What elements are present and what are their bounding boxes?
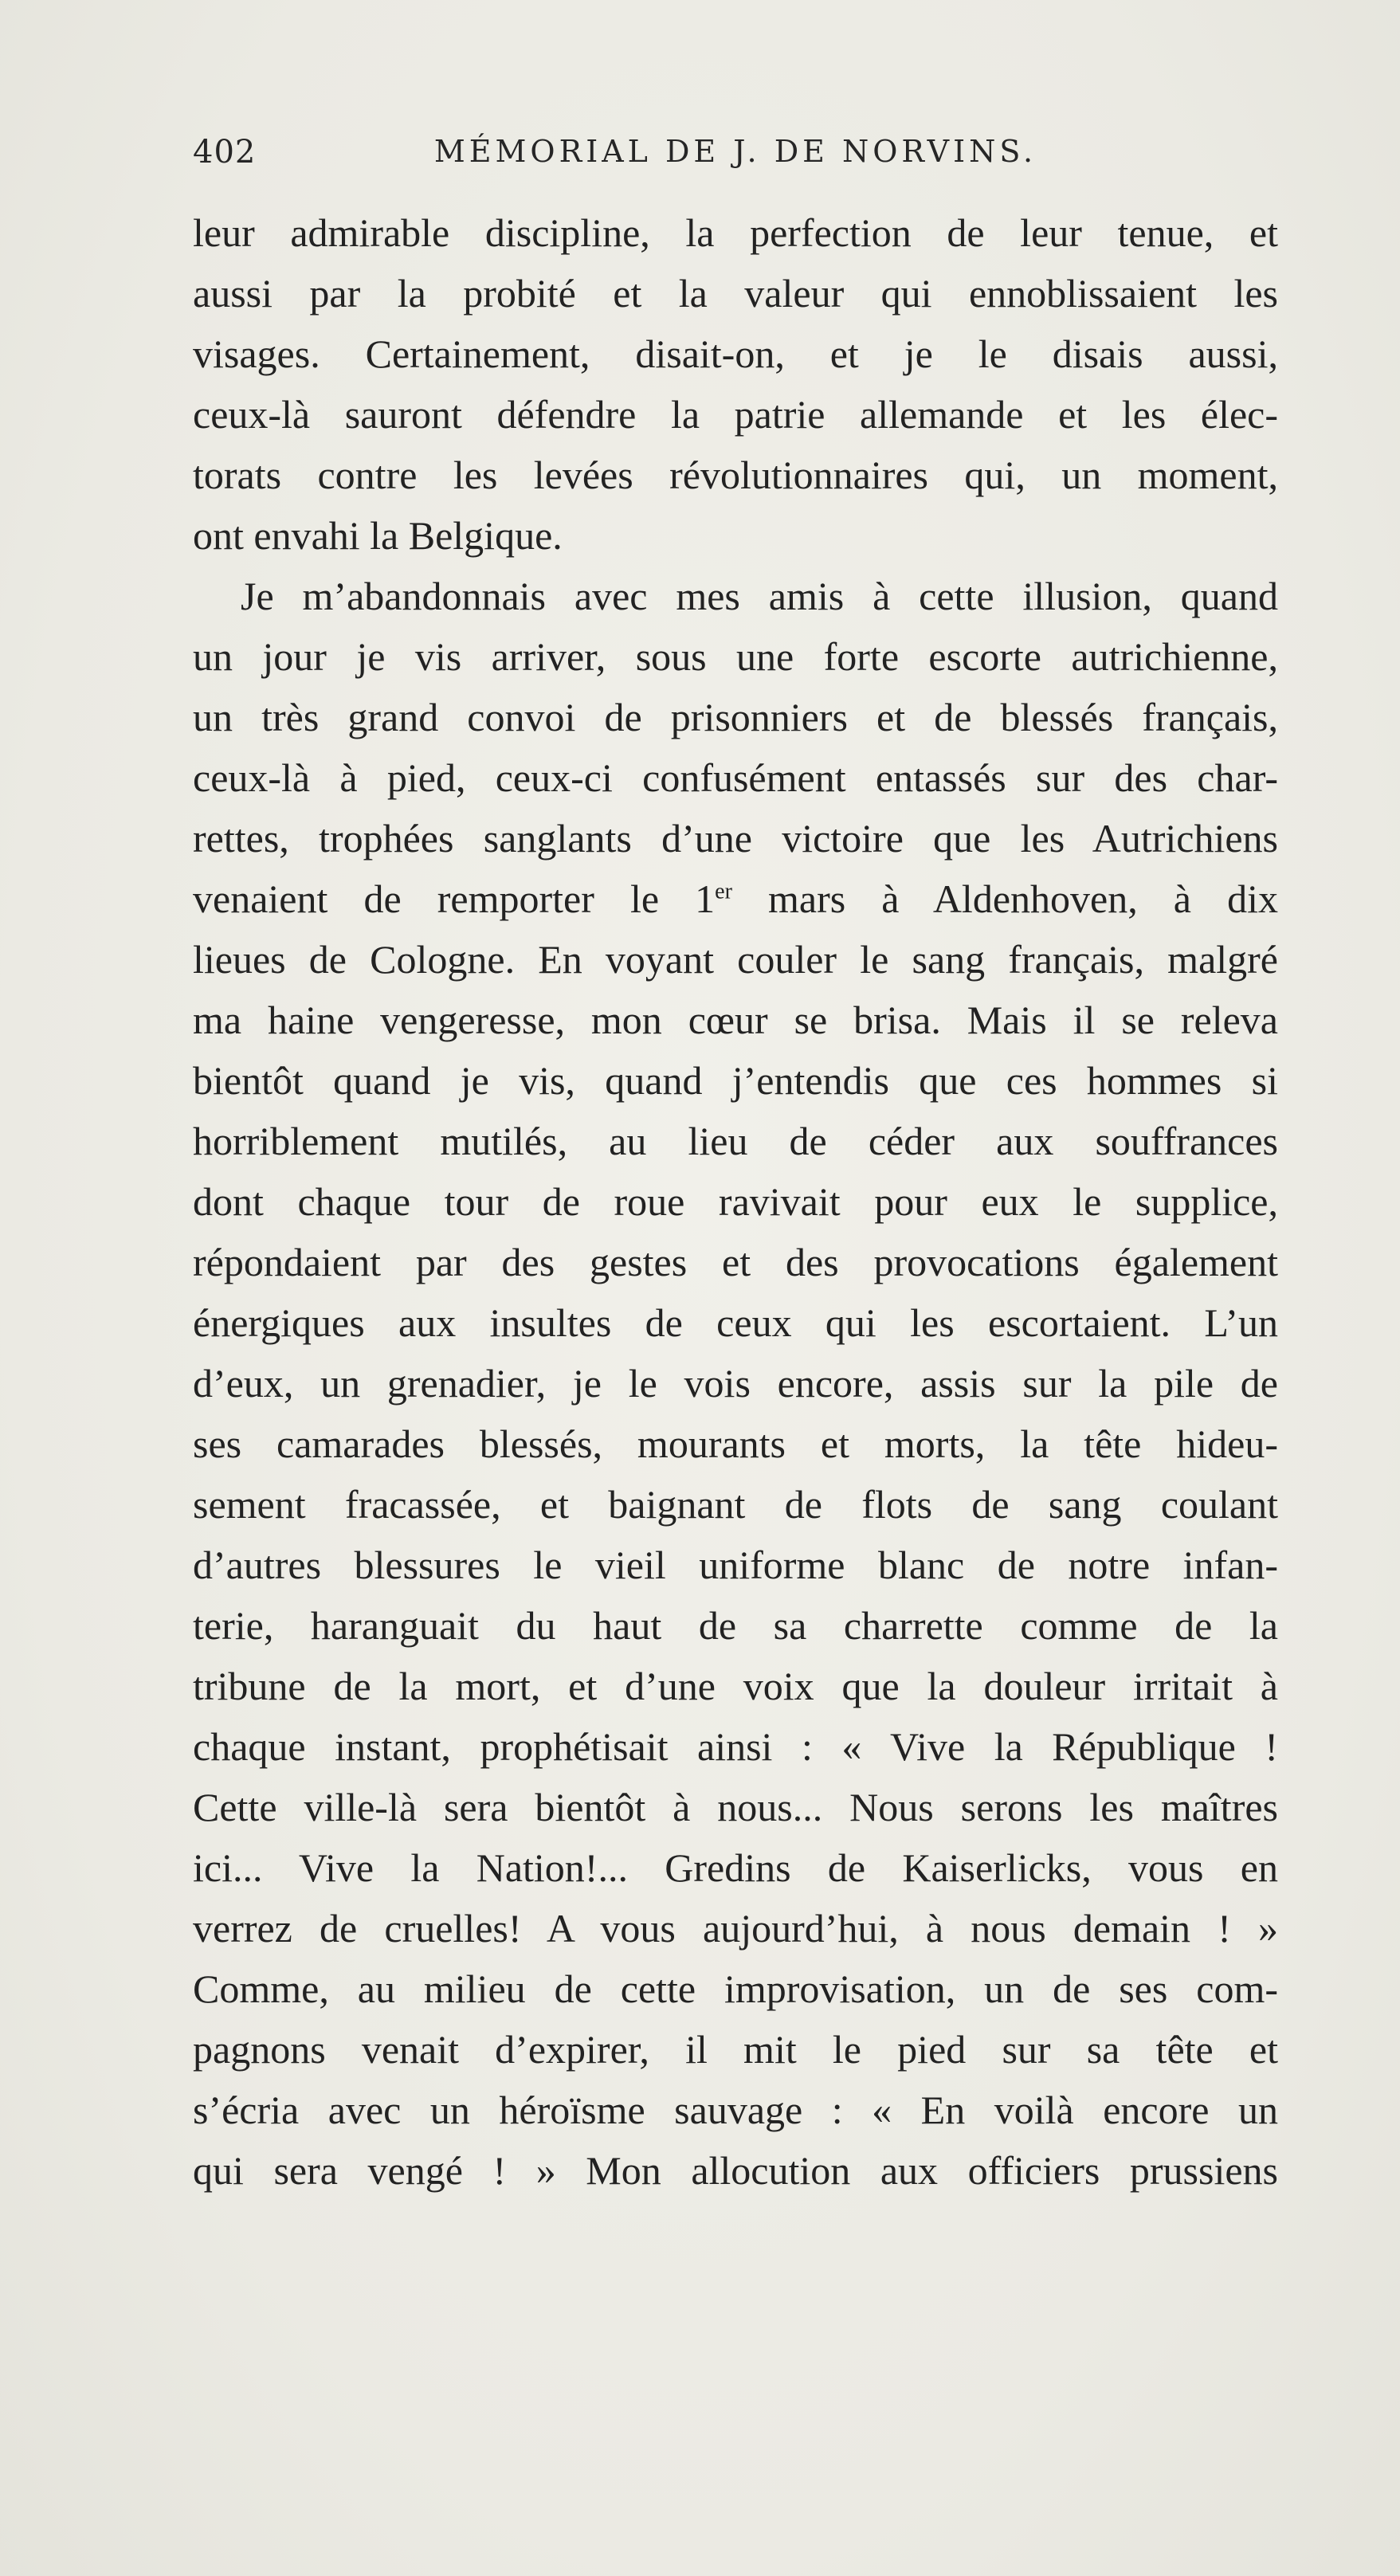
text-line: aussi par la probité et la valeur qui ennoblissaient les (193, 271, 1278, 316)
text-line: terie, haranguait du haut de sa charrette comme de la (193, 1603, 1278, 1648)
text-line: lieues de Cologne. En voyant couler le sang français, malgré (193, 937, 1278, 982)
text-line: d’eux, un grenadier, je le vois encore, assis sur la pile de (193, 1361, 1278, 1406)
page-header (193, 134, 1278, 182)
text-line: tribune de la mort, et d’une voix que la douleur irritait à (193, 1664, 1278, 1708)
text-line: ici... Vive la Nation!... Gredins de Kaiserlicks, vous en (193, 1845, 1278, 1890)
text-fragment: venaient de remporter le 1 (193, 876, 716, 921)
text-line: d’autres blessures le vieil uniforme blanc de notre infan- (193, 1543, 1278, 1587)
superscript: er (715, 879, 732, 904)
text-fragment: mars à Aldenhoven, à dix (731, 876, 1278, 921)
text-line: ceux-là à pied, ceux-ci confusément entassés sur des char- (193, 755, 1278, 800)
page-number: 402 (193, 134, 257, 171)
text-line: ceux-là sauront défendre la patrie allemande et les élec- (193, 392, 1278, 437)
text-line: chaque instant, prophétisait ainsi : « Vive la République ! (193, 1724, 1278, 1769)
text-line: ma haine vengeresse, mon cœur se brisa. Mais il se releva (193, 998, 1278, 1042)
text-line: torats contre les levées révolutionnaires qui, un moment, (193, 453, 1278, 497)
text-line: énergiques aux insultes de ceux qui les escortaient. L’un (193, 1300, 1278, 1345)
text-line: Je m’abandonnais avec mes amis à cette illusion, quand (241, 574, 1278, 618)
text-line: qui sera vengé ! » Mon allocution aux officiers prussiens (193, 2148, 1278, 2193)
text-line: leur admirable discipline, la perfection de leur tenue, et (193, 210, 1278, 255)
text-line: rettes, trophées sanglants d’une victoire que les Autrichiens (193, 816, 1278, 861)
text-line: sement fracassée, et baignant de flots de sang coulant (193, 1482, 1278, 1527)
text-line: Comme, au milieu de cette improvisation, un de ses com- (193, 1966, 1278, 2011)
text-line: pagnons venait d’expirer, il mit le pied sur sa tête et (193, 2027, 1278, 2072)
text-line: bientôt quand je vis, quand j’entendis que ces hommes si (193, 1058, 1278, 1103)
text-line: Cette ville-là sera bientôt à nous... Nous serons les maîtres (193, 1785, 1278, 1829)
text-line: visages. Certainement, disait-on, et je le disais aussi, (193, 331, 1278, 376)
running-head: MÉMORIAL DE J. DE NORVINS. (433, 134, 1037, 169)
text-line: un jour je vis arriver, sous une forte escorte autrichienne, (193, 634, 1278, 679)
text-line: ses camarades blessés, mourants et morts, la tête hideu- (193, 1421, 1278, 1466)
text-line: verrez de cruelles! A vous aujourd’hui, à nous demain ! » (193, 1906, 1278, 1951)
text-line: répondaient par des gestes et des provocations également (193, 1240, 1278, 1284)
text-line: ont envahi la Belgique. (193, 513, 563, 558)
body-text (193, 202, 1278, 2201)
text-line: s’écria avec un héroïsme sauvage : « En voilà encore un (193, 2088, 1278, 2132)
text-line: un très grand convoi de prisonniers et de blessés français, (193, 695, 1278, 739)
text-line (193, 868, 1278, 929)
text-line: dont chaque tour de roue ravivait pour eux le supplice, (193, 1179, 1278, 1224)
text-line: horriblement mutilés, au lieu de céder aux souffrances (193, 1119, 1278, 1163)
